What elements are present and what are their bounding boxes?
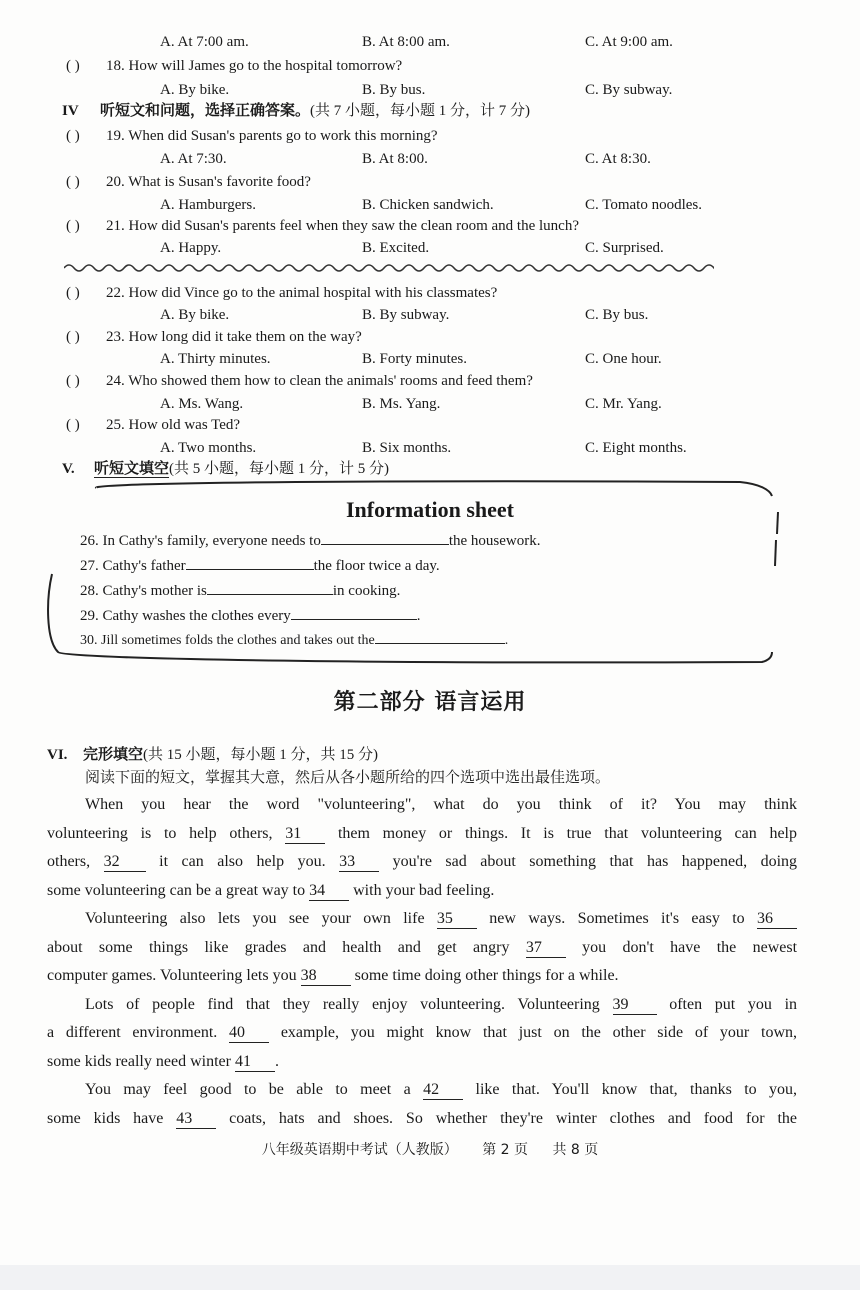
blank-42[interactable]: 42 — [423, 1081, 463, 1100]
q18-option-b: B. By bus. — [362, 82, 426, 98]
passage-text: coats, hats and shoes. So whether they're winter clothes and food for the — [229, 1109, 798, 1127]
q22-option-b: B. By subway. — [362, 307, 450, 323]
question-text: What is Susan's favorite food? — [128, 174, 311, 190]
blank-32[interactable]: 32 — [104, 853, 146, 872]
q20-option-c: C. Tomato noodles. — [585, 197, 703, 213]
info-item-26 — [80, 530, 541, 550]
top-option-a: A. At 7:00 am. — [160, 34, 249, 50]
q24-option-c: C. Mr. Yang. — [585, 396, 662, 412]
question-text: How did Vince go to the animal hospital with his classmates? — [128, 285, 498, 301]
passage-text: some time doing other things for a while. — [354, 967, 619, 984]
item-text-after: . — [504, 633, 509, 648]
blank-36[interactable]: 36 — [757, 910, 797, 929]
q22-option-c: C. By bus. — [585, 307, 649, 323]
section-note: (共 5 小题，每小题 1 分，计 5 分) — [169, 461, 390, 477]
q23-option-a: A. Thirty minutes. — [160, 351, 271, 367]
passage-text: example, you might know that just on the other side of your town, — [280, 1024, 797, 1041]
info-item-28 — [80, 580, 400, 600]
blank-43[interactable]: 43 — [176, 1110, 216, 1129]
question-number: 22. — [106, 285, 125, 301]
q20-option-a: A. Hamburgers. — [160, 197, 256, 213]
question-text: How will James go to the hospital tomorrow? — [128, 58, 403, 74]
passage-text: you don't have the newest — [582, 938, 798, 956]
total-pages: 共 8 页 — [552, 1142, 599, 1158]
section-note: (共 15 小题，每小题 1 分，共 15 分) — [143, 747, 379, 763]
q21-option-c: C. Surprised. — [585, 240, 664, 256]
passage-line — [47, 791, 797, 820]
passage-line — [47, 1076, 797, 1105]
item-text-before: Cathy's father — [102, 558, 186, 574]
info-sheet-title: Information sheet — [345, 497, 515, 522]
part-2-title: 第二部分 语言运用 — [333, 690, 527, 715]
passage-text: a different environment. — [47, 1024, 218, 1041]
question-number: 20. — [106, 174, 125, 190]
question-number: 24. — [106, 373, 125, 389]
passage-text: them money or things. It is true that volunteering can help — [337, 824, 797, 842]
passage-text: you're sad about something that has happened, doing — [392, 853, 798, 870]
question-text: Who showed them how to clean the animals' rooms and feed them? — [128, 373, 533, 389]
q25-option-c: C. Eight months. — [585, 440, 687, 456]
answer-bracket[interactable]: ( ) — [66, 417, 80, 433]
passage-text: Lots of people find that they really enjoy volunteering. Volunteering — [85, 995, 600, 1013]
question-text: How did Susan's parents feel when they saw the clean room and the lunch? — [128, 218, 579, 234]
item-text-before: In Cathy's family, everyone needs to — [102, 533, 321, 549]
item-text-before: Jill sometimes folds the clothes and takes out the — [101, 633, 375, 648]
blank-38[interactable]: 38 — [301, 967, 351, 986]
question-text: How long did it take them on the way? — [128, 329, 362, 345]
passage-text: it can also help you. — [159, 853, 326, 870]
passage-text: some kids really need winter — [47, 1052, 231, 1070]
section-title: 听短文和问题，选择正确答案。 — [100, 103, 311, 119]
item-number: 28. — [80, 583, 99, 599]
answer-bracket[interactable]: ( ) — [66, 373, 80, 389]
blank-40[interactable]: 40 — [229, 1024, 269, 1043]
passage-text: often put you in — [669, 995, 798, 1013]
item-text-before: Cathy's mother is — [102, 583, 207, 599]
section-note: (共 7 小题，每小题 1 分，计 7 分) — [310, 103, 531, 119]
section-title: 听短文填空 — [94, 461, 170, 477]
q25-option-b: B. Six months. — [362, 440, 452, 456]
blank-39[interactable]: 39 — [613, 996, 657, 1015]
blank-37[interactable]: 37 — [526, 939, 566, 958]
section-6-instruction: 阅读下面的短文，掌握其大意，然后从各小题所给的四个选项中选出最佳选项。 — [85, 770, 611, 786]
exam-name: 八年级英语期中考试（人教版） — [261, 1142, 458, 1158]
viewer-bottom-bar — [0, 1265, 860, 1290]
q24-option-b: B. Ms. Yang. — [362, 396, 441, 412]
page-footer — [0, 1139, 860, 1159]
q18-option-a: A. By bike. — [160, 82, 230, 98]
passage-text: . — [274, 1052, 279, 1070]
q18-option-c: C. By subway. — [585, 82, 673, 98]
section-6-heading — [47, 746, 378, 764]
fill-blank[interactable] — [186, 555, 314, 570]
question-text: When did Susan's parents go to work this morning? — [128, 128, 438, 144]
passage-line — [47, 962, 797, 991]
answer-bracket[interactable]: ( ) — [66, 174, 80, 190]
q21-option-b: B. Excited. — [362, 240, 430, 256]
passage-text: some kids have — [47, 1109, 164, 1127]
blank-31[interactable]: 31 — [285, 825, 325, 844]
passage-text: When you hear the word "volunteering", what do you think of it? You may think — [85, 796, 797, 813]
item-text-before: Cathy washes the clothes every — [102, 608, 291, 624]
blank-41[interactable]: 41 — [235, 1053, 275, 1072]
q23-option-b: B. Forty minutes. — [362, 351, 468, 367]
passage-line — [47, 1048, 797, 1077]
q19-option-b: B. At 8:00. — [362, 151, 428, 167]
q24-option-a: A. Ms. Wang. — [160, 396, 244, 412]
passage-text: computer games. Volunteering lets you — [47, 967, 297, 984]
item-number: 27. — [80, 558, 99, 574]
question-number: 21. — [106, 218, 125, 234]
item-number: 26. — [80, 533, 99, 549]
answer-bracket[interactable]: ( ) — [66, 128, 80, 144]
item-text-after: the floor twice a day. — [313, 558, 440, 574]
section-number: VI. — [47, 747, 68, 763]
question-text: How old was Ted? — [128, 417, 241, 433]
passage-text: some volunteering can be a great way to — [47, 881, 306, 899]
item-number: 30. — [80, 633, 98, 648]
blank-35[interactable]: 35 — [437, 910, 477, 929]
info-item-30 — [80, 629, 508, 650]
fill-blank[interactable] — [375, 629, 505, 644]
fill-blank[interactable] — [207, 580, 333, 595]
blank-34[interactable]: 34 — [309, 882, 349, 901]
question-number: 18. — [106, 58, 125, 74]
q21-option-a: A. Happy. — [160, 240, 222, 256]
q22-option-a: A. By bike. — [160, 307, 230, 323]
passage-text: about some things like grades and health and get angry — [47, 938, 510, 956]
info-item-29 — [80, 605, 421, 625]
passage-line — [47, 1019, 797, 1048]
item-text-after: the housework. — [448, 533, 541, 549]
blank-33[interactable]: 33 — [339, 853, 379, 872]
item-text-after: . — [416, 608, 421, 624]
question-number: 25. — [106, 417, 125, 433]
passage-text: others, — [47, 853, 91, 870]
top-option-b: B. At 8:00 am. — [362, 34, 450, 50]
passage-line — [47, 820, 797, 849]
question-number: 19. — [106, 128, 125, 144]
answer-bracket[interactable]: ( ) — [66, 58, 80, 74]
passage-text: volunteering is to help others, — [47, 824, 273, 842]
q23-option-c: C. One hour. — [585, 351, 662, 367]
passage-text: like that. You'll know that, thanks to you, — [475, 1081, 798, 1098]
item-number: 29. — [80, 608, 99, 624]
passage-line — [47, 848, 797, 877]
passage-line — [47, 934, 797, 963]
q25-option-a: A. Two months. — [160, 440, 257, 456]
passage-text: You may feel good to be able to meet a — [85, 1081, 411, 1098]
top-option-c: C. At 9:00 am. — [585, 34, 673, 50]
answer-bracket[interactable]: ( ) — [66, 329, 80, 345]
passage-text: with your bad feeling. — [353, 881, 495, 899]
section-number: IV — [62, 103, 79, 119]
passage-line — [47, 877, 797, 906]
cloze-passage — [47, 791, 797, 1133]
q20-option-b: B. Chicken sandwich. — [362, 197, 494, 213]
passage-text: Volunteering also lets you see your own life — [85, 910, 425, 927]
answer-bracket[interactable]: ( ) — [66, 285, 80, 301]
passage-line — [47, 991, 797, 1020]
section-number: V. — [62, 461, 75, 477]
section-title: 完形填空 — [83, 747, 144, 763]
passage-text: new ways. Sometimes it's easy to — [489, 910, 745, 927]
fill-blank[interactable] — [291, 605, 417, 620]
q19-option-c: C. At 8:30. — [585, 151, 651, 167]
info-item-27 — [80, 555, 440, 575]
question-number: 23. — [106, 329, 125, 345]
page-number: 第 2 页 — [482, 1142, 528, 1158]
passage-line — [47, 1105, 797, 1134]
answer-bracket[interactable]: ( ) — [66, 218, 80, 234]
fill-blank[interactable] — [321, 530, 449, 545]
q19-option-a: A. At 7:30. — [160, 151, 227, 167]
passage-line — [47, 905, 797, 934]
item-text-after: in cooking. — [332, 583, 401, 599]
